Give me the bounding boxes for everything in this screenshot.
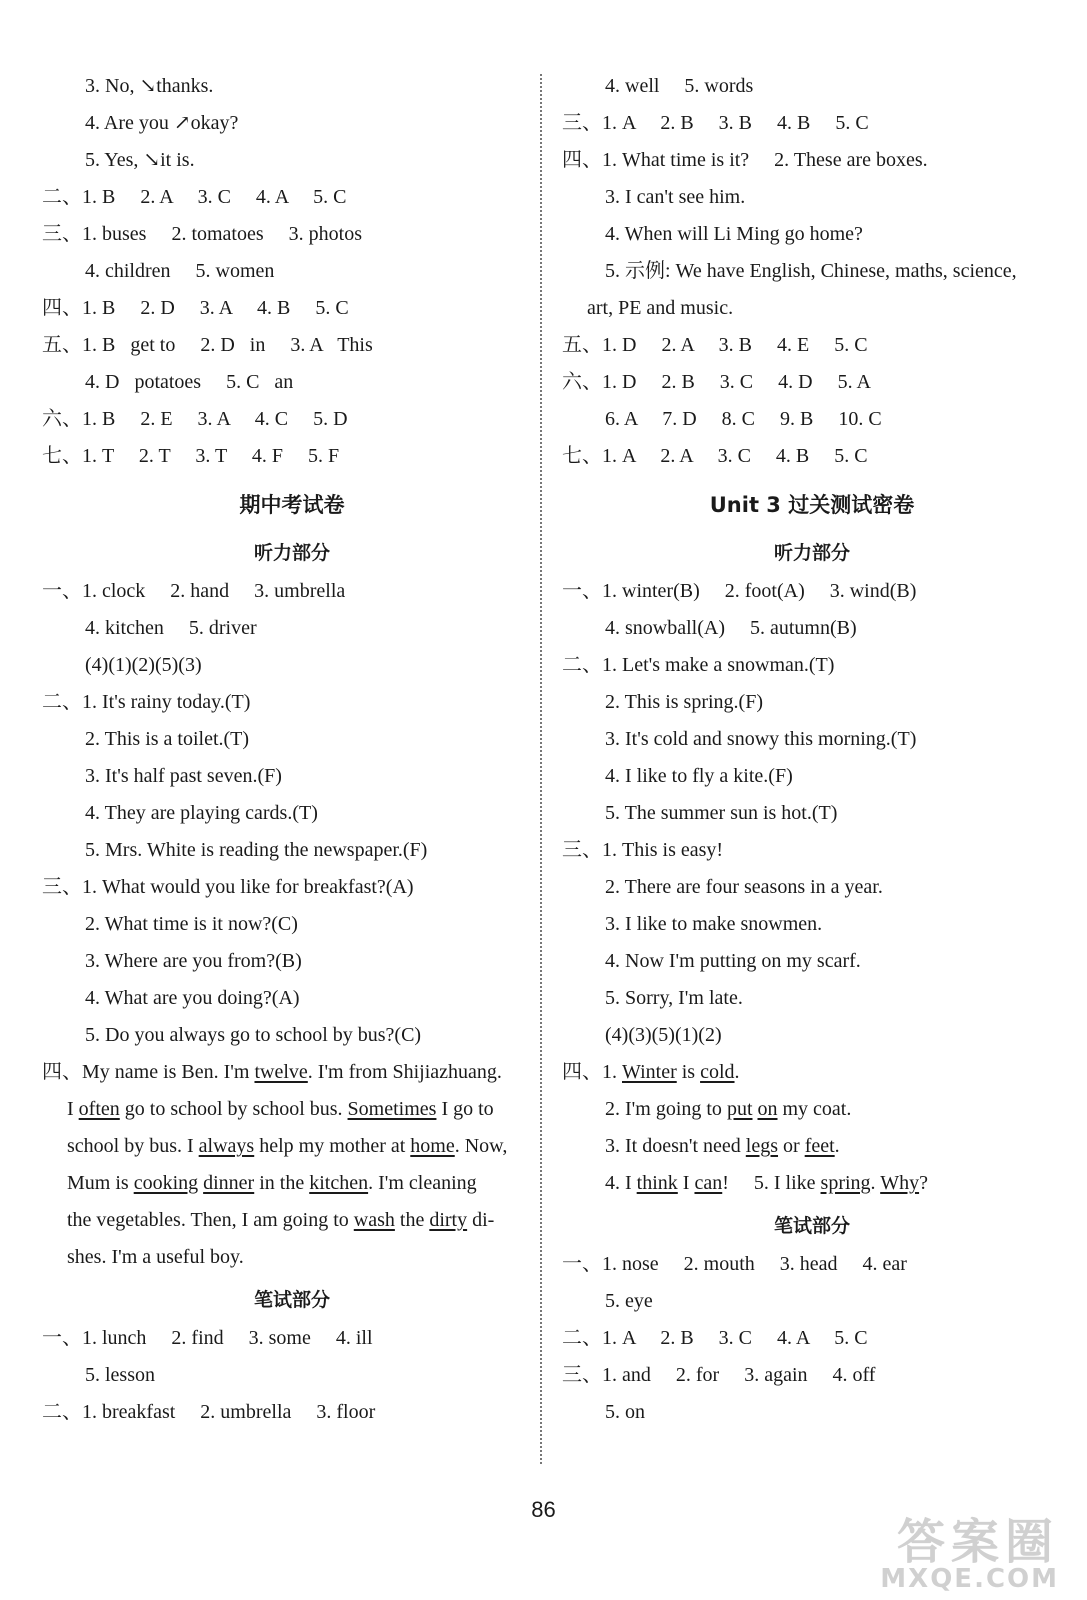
answer-text: 二、1. A 2. B 3. C 4. A 5. C [562, 1327, 868, 1349]
answer-line [562, 943, 1062, 980]
answer-text: 5. Do you always go to school by bus?(C) [85, 1024, 422, 1046]
answer-text: 2. What time is it now?(C) [85, 913, 298, 935]
underlined-answer: home [410, 1135, 455, 1157]
answer-line [562, 1357, 1062, 1394]
text-run: . [834, 1135, 840, 1157]
answer-line [562, 1320, 1062, 1357]
answer-text: 5. on [605, 1401, 645, 1423]
answer-line [562, 573, 1062, 610]
answer-text: 4. They are playing cards.(T) [85, 802, 318, 824]
answer-text: 4. snowball(A) 5. autumn(B) [605, 617, 857, 639]
text-run: shes. I'm a useful boy. [67, 1246, 244, 1268]
answer-text: 七、1. T 2. T 3. T 4. F 5. F [42, 445, 340, 467]
answer-line [42, 253, 542, 290]
underlined-answer: think [636, 1172, 678, 1194]
answer-text: 四、1. B 2. D 3. A 4. B 5. C [42, 297, 349, 319]
answer-text: 4. Are you ↗okay? [85, 112, 239, 134]
answer-paragraph-line [42, 1239, 542, 1276]
text-run: 4. I [605, 1172, 637, 1194]
answer-line [562, 1283, 1062, 1320]
text-run: my coat. [777, 1098, 852, 1120]
text-run: 3. It doesn't need [605, 1135, 746, 1157]
section-title: 期中考试卷 [239, 493, 345, 517]
answer-line [562, 721, 1062, 758]
answer-text: 4. well 5. words [605, 75, 754, 97]
text-run: is [676, 1061, 701, 1083]
answer-line [42, 869, 542, 906]
right-column [562, 68, 1062, 1431]
underlined-answer: can [694, 1172, 723, 1194]
answer-text: 3. No, ↘thanks. [85, 75, 214, 97]
section-subtitle: 笔试部分 [253, 1289, 330, 1311]
answer-line [42, 142, 542, 179]
text-run: school by bus. I [67, 1135, 199, 1157]
answer-text: 六、1. B 2. E 3. A 4. C 5. D [42, 408, 348, 430]
underlined-answer: legs [745, 1135, 779, 1157]
text-run: di- [467, 1209, 495, 1231]
underlined-answer: wash [353, 1209, 395, 1231]
text-run: 四、My name is Ben. I'm [42, 1061, 255, 1083]
answer-text: (4)(1)(2)(5)(3) [85, 654, 202, 676]
text-run: go to school by school bus. [119, 1098, 348, 1120]
answer-text: 2. There are four seasons in a year. [605, 876, 883, 898]
underlined-answer: Sometimes [347, 1098, 437, 1120]
section-subtitle: 听力部分 [253, 542, 330, 564]
answer-line [42, 980, 542, 1017]
underlined-answer: cold [700, 1061, 735, 1083]
answer-text: 5. Sorry, I'm late. [605, 987, 743, 1009]
answer-text: (4)(3)(5)(1)(2) [605, 1024, 722, 1046]
answer-line [42, 290, 542, 327]
text-run: . I'm from Shijiazhuang. [307, 1061, 502, 1083]
text-run: or [778, 1135, 805, 1157]
text-run: in the [254, 1172, 310, 1194]
answer-line [42, 647, 542, 684]
answer-text: 5. eye [605, 1290, 653, 1312]
answer-text: 4. Now I'm putting on my scarf. [605, 950, 861, 972]
answer-text: 三、1. A 2. B 3. B 4. B 5. C [562, 112, 869, 134]
answer-line [42, 179, 542, 216]
answer-line [562, 105, 1062, 142]
answer-line [562, 68, 1062, 105]
answer-line [42, 758, 542, 795]
answer-text: 5. The summer sun is hot.(T) [605, 802, 838, 824]
answer-line [42, 438, 542, 475]
answer-text: 4. D potatoes 5. C an [85, 371, 294, 393]
watermark-logo-text: 答案圈 [896, 1514, 1059, 1570]
text-run: help my mother at [254, 1135, 411, 1157]
answer-text: 一、1. lunch 2. find 3. some 4. ill [42, 1327, 373, 1349]
answer-line [562, 364, 1062, 401]
answer-text: 4. When will Li Ming go home? [605, 223, 863, 245]
underlined-answer: always [198, 1135, 255, 1157]
answer-line [42, 105, 542, 142]
text-run: the vegetables. Then, I am going to [67, 1209, 354, 1231]
answer-line [562, 647, 1062, 684]
answer-line [42, 216, 542, 253]
answer-line [42, 795, 542, 832]
underlined-answer: Why [880, 1172, 920, 1194]
answer-paragraph-line [42, 1165, 542, 1202]
answer-text: 3. It's cold and snowy this morning.(T) [605, 728, 917, 750]
answer-line [42, 1357, 542, 1394]
section-subtitle: 听力部分 [773, 542, 850, 564]
answer-text: 4. What are you doing?(A) [85, 987, 300, 1009]
answer-text: 二、1. breakfast 2. umbrella 3. floor [42, 1401, 376, 1423]
answer-line [42, 943, 542, 980]
text-run: 四、1. [562, 1061, 622, 1083]
answer-line [562, 906, 1062, 943]
answer-line [562, 980, 1062, 1017]
text-run: ! 5. I like [722, 1172, 821, 1194]
watermark-url: MXQE.COM [880, 1564, 1059, 1594]
answer-line [42, 1320, 542, 1357]
text-run: . [734, 1061, 740, 1083]
text-run: 2. I'm going to [605, 1098, 727, 1120]
answer-text: 4. kitchen 5. driver [85, 617, 257, 639]
answer-text: 3. I can't see him. [605, 186, 746, 208]
answer-line [562, 290, 1062, 327]
underlined-answer: on [757, 1098, 778, 1120]
answer-line [562, 253, 1062, 290]
column-divider [540, 74, 542, 1464]
underlined-answer: put [726, 1098, 753, 1120]
answer-line [42, 401, 542, 438]
answer-text: 一、1. winter(B) 2. foot(A) 3. wind(B) [562, 580, 917, 602]
answer-text: 2. This is spring.(F) [605, 691, 763, 713]
answer-text: 4. children 5. women [85, 260, 275, 282]
answer-text: 3. It's half past seven.(F) [85, 765, 282, 787]
answer-text: 2. This is a toilet.(T) [85, 728, 250, 750]
answer-text: 七、1. A 2. A 3. C 4. B 5. C [562, 445, 868, 467]
underlined-answer: spring [820, 1172, 871, 1194]
answer-line [42, 573, 542, 610]
answer-line [42, 1394, 542, 1431]
answer-text: 一、1. nose 2. mouth 3. head 4. ear [562, 1253, 907, 1275]
answer-line [562, 869, 1062, 906]
answer-line [562, 142, 1062, 179]
answer-paragraph-line [562, 1165, 1062, 1202]
answer-line [42, 610, 542, 647]
answer-text: 6. A 7. D 8. C 9. B 10. C [605, 408, 882, 430]
text-run: I go to [436, 1098, 494, 1120]
answer-paragraph-line [562, 1128, 1062, 1165]
answer-line [562, 327, 1062, 364]
answer-text: 三、1. buses 2. tomatoes 3. photos [42, 223, 362, 245]
watermark-logo [880, 1514, 1059, 1594]
underlined-answer: kitchen [309, 1172, 369, 1194]
answer-line [562, 1246, 1062, 1283]
answer-text: 五、1. D 2. A 3. B 4. E 5. C [562, 334, 868, 356]
answer-line [562, 216, 1062, 253]
text-run: I [67, 1098, 79, 1120]
answer-paragraph-line [42, 1202, 542, 1239]
answer-text: 四、1. What time is it? 2. These are boxes. [562, 149, 928, 171]
answer-text: 5. Mrs. White is reading the newspaper.(F) [85, 839, 428, 861]
text-run: . I'm cleaning [368, 1172, 477, 1194]
underlined-answer: dinner [203, 1172, 255, 1194]
answer-line [562, 832, 1062, 869]
answer-text: 5. Yes, ↘it is. [85, 149, 195, 171]
text-run: Mum is [67, 1172, 134, 1194]
answer-text: 三、1. and 2. for 3. again 4. off [562, 1364, 876, 1386]
text-run: I [677, 1172, 695, 1194]
answer-line [562, 610, 1062, 647]
section-subtitle: 笔试部分 [773, 1215, 850, 1237]
answer-line [562, 401, 1062, 438]
answer-text: 5. 示例: We have English, Chinese, maths, science, [605, 260, 1017, 282]
answer-line [562, 438, 1062, 475]
text-run: . [870, 1172, 881, 1194]
answer-line [42, 327, 542, 364]
answer-line [42, 684, 542, 721]
answer-text: 六、1. D 2. B 3. C 4. D 5. A [562, 371, 871, 393]
answer-paragraph-line [562, 1091, 1062, 1128]
underlined-answer: often [78, 1098, 120, 1120]
answer-text: 二、1. Let's make a snowman.(T) [562, 654, 835, 676]
underlined-answer: feet [804, 1135, 835, 1157]
answer-text: 3. Where are you from?(B) [85, 950, 302, 972]
underlined-answer: twelve [254, 1061, 308, 1083]
answer-line [42, 832, 542, 869]
answer-text: 4. I like to fly a kite.(F) [605, 765, 793, 787]
text-run: the [394, 1209, 430, 1231]
answer-text: 二、1. B 2. A 3. C 4. A 5. C [42, 186, 347, 208]
answer-line [42, 721, 542, 758]
page-number: 86 [531, 1497, 556, 1522]
answer-text: 三、1. What would you like for breakfast?(A) [42, 876, 414, 898]
answer-paragraph-line [42, 1128, 542, 1165]
answer-line [42, 1017, 542, 1054]
answer-line [562, 758, 1062, 795]
answer-line [562, 684, 1062, 721]
answer-text: 5. lesson [85, 1364, 155, 1386]
answer-line [42, 364, 542, 401]
answer-line [562, 1394, 1062, 1431]
answer-paragraph-line [42, 1091, 542, 1128]
answer-text: 五、1. B get to 2. D in 3. A This [42, 334, 373, 356]
answer-text: art, PE and music. [587, 297, 734, 319]
answer-paragraph-line [562, 1054, 1062, 1091]
section-title: Unit 3 过关测试密卷 [709, 493, 915, 517]
answer-text: 3. I like to make snowmen. [605, 913, 823, 935]
text-run: . Now, [454, 1135, 508, 1157]
answer-text: 一、1. clock 2. hand 3. umbrella [42, 580, 346, 602]
underlined-answer: dirty [429, 1209, 468, 1231]
answer-line [42, 906, 542, 943]
answer-text: 三、1. This is easy! [562, 839, 724, 861]
answer-text: 二、1. It's rainy today.(T) [42, 691, 251, 713]
answer-line [562, 795, 1062, 832]
left-column [42, 68, 542, 1431]
underlined-answer: cooking [133, 1172, 199, 1194]
answer-paragraph-line [42, 1054, 542, 1091]
underlined-answer: Winter [622, 1061, 677, 1083]
answer-line [42, 68, 542, 105]
text-run: ? [919, 1172, 928, 1194]
answer-line [562, 1017, 1062, 1054]
answer-line [562, 179, 1062, 216]
